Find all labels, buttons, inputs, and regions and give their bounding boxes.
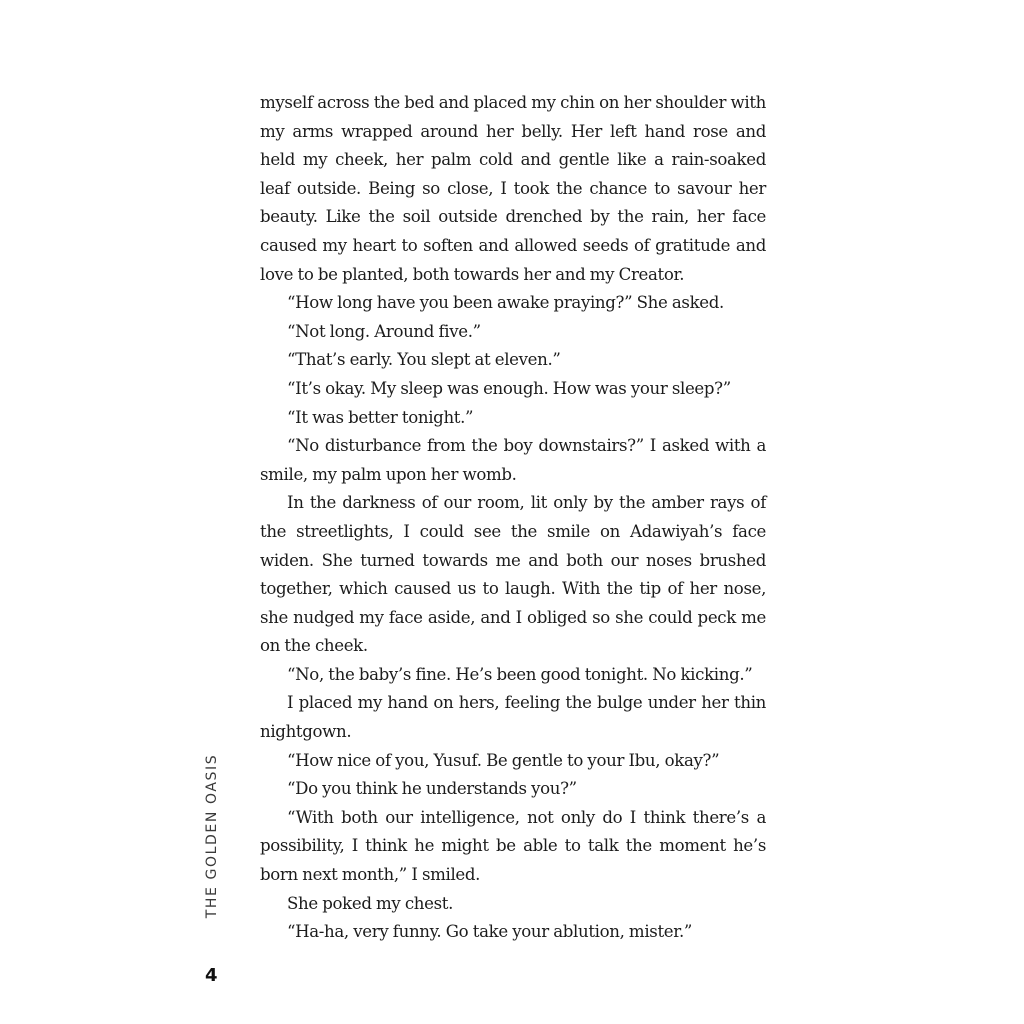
paragraph: “Do you think he understands you?” (287, 779, 577, 799)
paragraph: “No, the baby’s fine. He’s been good tonight. No kicking.” (287, 664, 753, 684)
paragraph: “That’s early. You slept at eleven.” (287, 350, 561, 370)
page-number: 4 (205, 965, 218, 986)
paragraph: In the darkness of our room, lit only by the amber rays of the streetlights, I could see the smile on Adawiyah’s face widen. She turned towards me and both our noses brushed together, which caused us to laugh. With the tip of her nose, she nudged my face aside, and I obliged so she could peck me on the cheek. (260, 493, 766, 656)
running-head-book-title: THE GOLDEN OASIS (204, 753, 220, 919)
paragraph: “With both our intelligence, not only do I think there’s a possibility, I think he might be able to talk the moment he’s born next month,” I smiled. (260, 807, 766, 885)
body-text (260, 89, 766, 947)
paragraph: “It’s okay. My sleep was enough. How was your sleep?” (287, 378, 731, 398)
paragraph: I placed my hand on hers, feeling the bulge under her thin nightgown. (260, 693, 766, 742)
paragraph: “Not long. Around five.” (287, 321, 481, 341)
paragraph: “No disturbance from the boy downstairs?” I asked with a smile, my palm upon her womb. (260, 436, 766, 484)
paragraph: “How nice of you, Yusuf. Be gentle to your Ibu, okay?” (287, 750, 720, 770)
paragraph: “How long have you been awake praying?” She asked. (287, 293, 724, 313)
paragraph: She poked my chest. (287, 893, 454, 913)
paragraph: “Ha-ha, very funny. Go take your ablution, mister.” (287, 922, 693, 942)
paragraph: myself across the bed and placed my chin on her shoulder with my arms wrapped around her belly. Her left hand rose and held my cheek, her palm cold and gentle like a rain-soaked leaf outside. Being so close, I took the chance to savour her beauty. Like the soil outside drenched by the rain, her face caused my heart to soften and allowed seeds of gratitude and love to be planted, both towards her and my Creator. (260, 93, 766, 284)
paragraph: “It was better tonight.” (287, 407, 474, 427)
